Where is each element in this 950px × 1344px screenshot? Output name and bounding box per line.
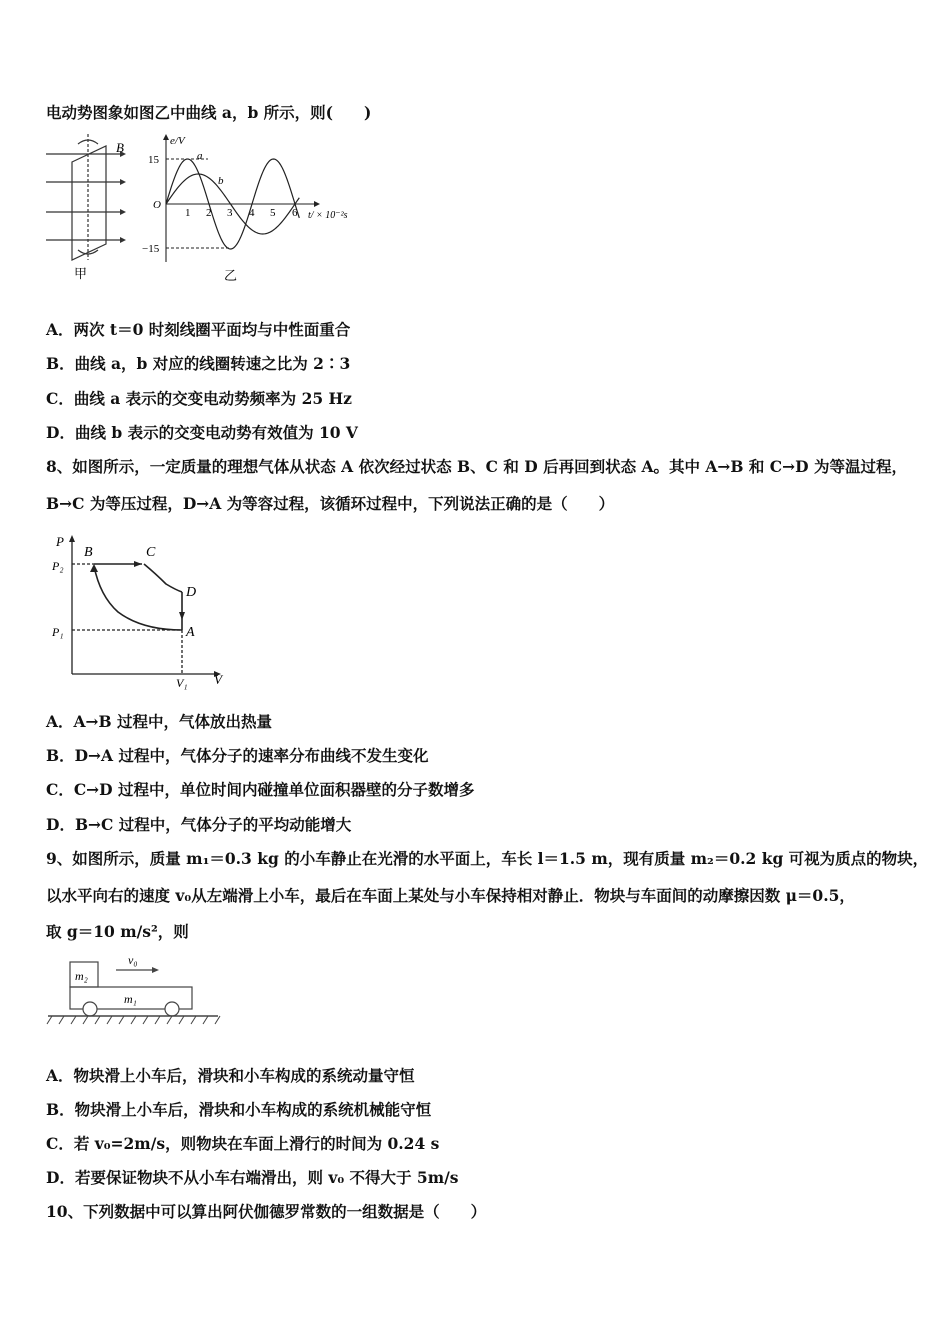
q8-option-b[interactable]: B．D→A 过程中，气体分子的速率分布曲线不发生变化 [46, 746, 429, 765]
y-tick-top: 15 [148, 154, 159, 166]
q7-option-c[interactable]: C．曲线 a 表示的交变电动势频率为 25 Hz [46, 389, 352, 408]
q7-option-b[interactable]: B．曲线 a，b 对应的线圈转速之比为 2∶3 [46, 354, 351, 373]
velocity-v0-label: v₀ [128, 953, 138, 967]
axis-v-label: V [214, 672, 222, 687]
q8-option-c[interactable]: C．C→D 过程中，单位时间内碰撞单位面积器壁的分子数增多 [46, 780, 475, 799]
x-tick-1: 1 [185, 207, 191, 219]
q9-stem-line2: 以水平向右的速度 v₀从左端滑上小车，最后在车面上某处与小车保持相对静止．物块与车面间的动摩擦因数 μ＝0.5， [46, 886, 855, 905]
origin-label: O [153, 199, 161, 211]
q7-option-d[interactable]: D．曲线 b 表示的交变电动势有效值为 10 V [46, 423, 358, 442]
q8-stem-line2: B→C 为等压过程，D→A 为等容过程，该循环过程中，下列说法正确的是（ ） [46, 494, 615, 513]
state-a-label: A [186, 625, 195, 640]
block-m2-label: m₂ [75, 969, 88, 983]
state-d-label: D [186, 585, 197, 600]
y-axis-label: e/V [170, 135, 185, 147]
x-tick-5: 5 [270, 207, 276, 219]
q8-option-d[interactable]: D．B→C 过程中，气体分子的平均动能增大 [46, 815, 352, 834]
axis-p-label: P [56, 534, 64, 549]
cart-block-figure [44, 952, 224, 1032]
q9-option-c[interactable]: C．若 v₀=2m/s，则物块在车面上滑行的时间为 0.24 s [46, 1134, 440, 1153]
q9-option-d[interactable]: D．若要保证物块不从小车右端滑出，则 v₀ 不得大于 5m/s [46, 1168, 459, 1187]
q8-option-a[interactable]: A．A→B 过程中，气体放出热量 [46, 712, 273, 731]
q9-stem-line1: 9、如图所示，质量 m₁＝0.3 kg 的小车静止在光滑的水平面上，车长 l＝1.5 m，现有质量 m₂＝0.2 kg 可视为质点的物块， [46, 849, 929, 868]
p2-label: P₂ [52, 559, 64, 573]
caption-jia: 甲 [74, 266, 88, 281]
q9-stem-line3: 取 g＝10 m/s²，则 [46, 922, 189, 941]
x-tick-4: 4 [249, 207, 255, 219]
p1-label: P₁ [52, 625, 64, 639]
q7-intro: 电动势图象如图乙中曲线 a，b 所示，则( ) [46, 103, 372, 122]
state-c-label: C [146, 545, 156, 560]
x-tick-6: 6 [292, 207, 298, 219]
curve-b-label: b [218, 175, 224, 187]
curve-a-label: a [197, 150, 203, 162]
q7-option-a[interactable]: A．两次 t＝0 时刻线圈平面均与中性面重合 [46, 320, 351, 339]
pv-diagram [44, 532, 244, 692]
x-axis-label: t/ × 10⁻²s [308, 210, 348, 221]
coil-figure-jia [40, 132, 140, 282]
q10-stem: 10、下列数据中可以算出阿伏伽德罗常数的一组数据是（ ） [46, 1202, 487, 1221]
field-label-b: B [116, 140, 124, 155]
y-tick-bottom: −15 [142, 243, 160, 255]
cart-m1-label: m₁ [124, 992, 137, 1006]
x-tick-3: 3 [227, 207, 233, 219]
emf-graph-yi [138, 134, 368, 284]
q9-option-a[interactable]: A．物块滑上小车后，滑块和小车构成的系统动量守恒 [46, 1066, 415, 1085]
x-tick-2: 2 [206, 207, 212, 219]
v1-label: V₁ [176, 676, 188, 690]
q8-stem-line1: 8、如图所示，一定质量的理想气体从状态 A 依次经过状态 B、C 和 D 后再回到状态 A。其中 A→B 和 C→D 为等温过程， [46, 457, 907, 476]
q9-option-b[interactable]: B．物块滑上小车后，滑块和小车构成的系统机械能守恒 [46, 1100, 432, 1119]
state-b-label: B [84, 545, 93, 560]
caption-yi: 乙 [224, 268, 238, 283]
